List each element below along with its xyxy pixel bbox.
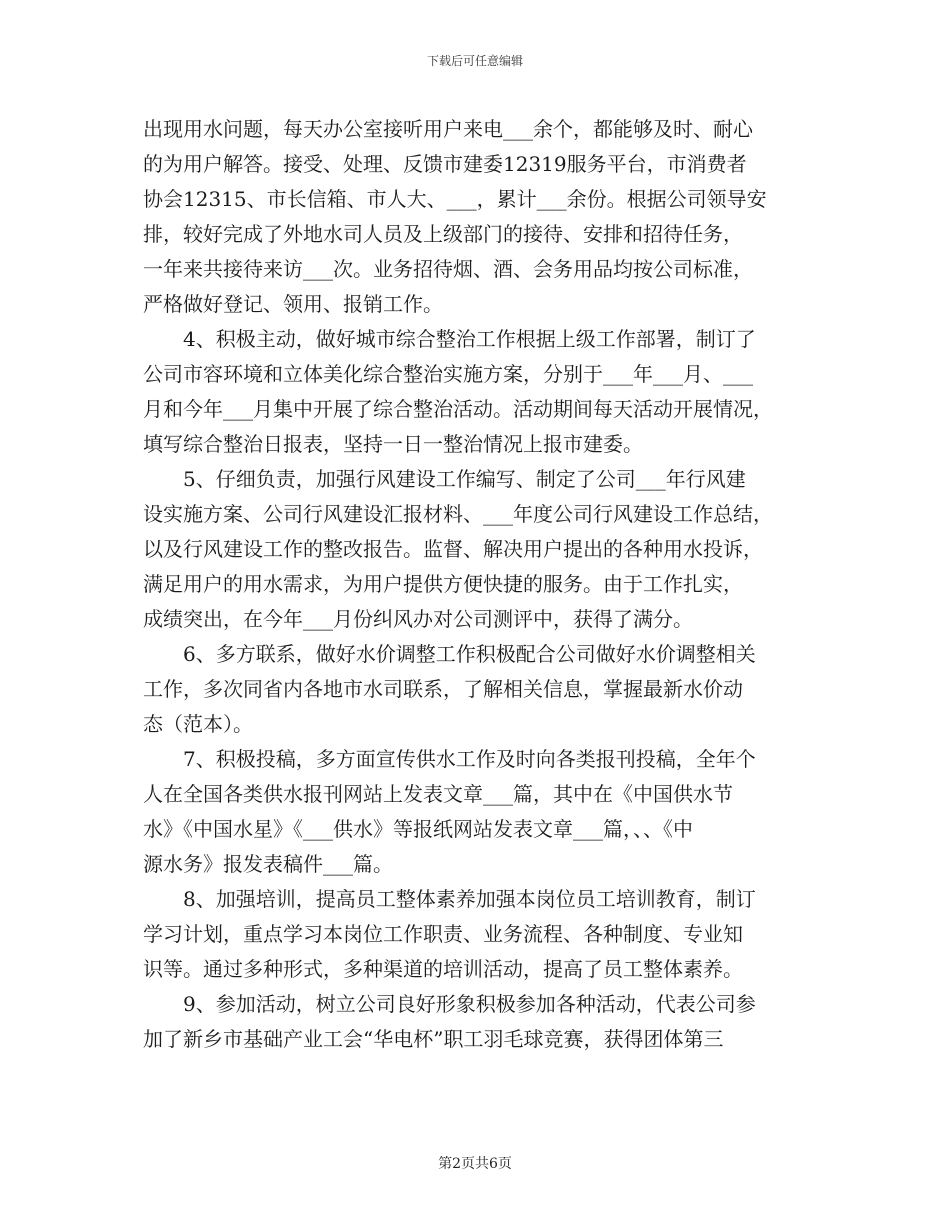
text-line: 设实施方案、公司行风建设汇报材料、___年度公司行风建设工作总结， <box>143 502 773 526</box>
text-line: 7、积极投稿，多方面宣传供水工作及时向各类报刊投稿，全年个 <box>143 747 756 771</box>
paragraph-item-9 <box>143 987 811 1057</box>
text-line: 4、积极主动，做好城市综合整治工作根据上级工作部署，制订了 <box>143 327 756 351</box>
text-line: 6、多方联系，做好水价调整工作积极配合公司做好水价调整相关 <box>143 642 756 666</box>
page-number-footer: 第2页共6页 <box>438 1156 512 1172</box>
text-line: 以及行风建设工作的整改报告。监督、解决用户提出的各种用水投诉， <box>143 537 763 561</box>
paragraph-item-4 <box>143 322 811 462</box>
text-line: 排，较好完成了外地水司人员及上级部门的接待、安排和招待任务， <box>143 222 743 246</box>
text-line: 5、仔细负责，加强行风建设工作编写、制定了公司___年行风建 <box>143 467 746 491</box>
text-line: 学习计划，重点学习本岗位工作职责、业务流程、各种制度、专业知 <box>143 922 743 946</box>
text-line: 月和今年___月集中开展了综合整治活动。活动期间每天活动开展情况， <box>143 397 773 421</box>
text-line: 8、加强培训，提高员工整体素养加强本岗位员工培训教育，制订 <box>143 887 756 911</box>
text-line: 加了新乡市基础产业工会“华电杯”职工羽毛球竞赛，获得团体第三 <box>143 1027 724 1051</box>
text-line: 公司市容环境和立体美化综合整治实施方案，分别于___年___月、___ <box>143 362 753 386</box>
text-line: 出现用水问题，每天办公室接听用户来电___余个，都能够及时、耐心 <box>143 117 753 141</box>
document-body <box>143 112 811 1057</box>
text-line: 源水务》报发表稿件___篇。 <box>143 852 393 876</box>
text-line: 工作，多次同省内各地市水司联系，了解相关信息，掌握最新水价动 <box>143 677 743 701</box>
paragraph-item-8 <box>143 882 811 987</box>
text-line: 识等。通过多种形式，多种渠道的培训活动，提高了员工整体素养。 <box>143 957 743 981</box>
page-header: 下载后可任意编辑 <box>426 54 523 68</box>
paragraph-item-7 <box>143 742 811 882</box>
paragraph-item-6 <box>143 637 811 742</box>
text-line: 人在全国各类供水报刊网站上发表文章___篇，其中在《中国供水节 <box>143 782 733 806</box>
text-line: 严格做好登记、领用、报销工作。 <box>143 292 443 316</box>
text-line: 态（范本）。 <box>143 712 253 736</box>
text-line: 成绩突出，在今年___月份纠风办对公司测评中，获得了满分。 <box>143 607 693 631</box>
paragraph-intro <box>143 112 811 322</box>
text-line: 填写综合整治日报表，坚持一日一整治情况上报市建委。 <box>143 432 643 456</box>
paragraph-item-5 <box>143 462 811 637</box>
text-line: 9、参加活动，树立公司良好形象积极参加各种活动，代表公司参 <box>143 992 756 1016</box>
text-line: 的为用户解答。接受、处理、反馈市建委12319服务平台，市消费者 <box>143 152 747 176</box>
text-line: 水》《中国水星》《___供水》等报纸网站发表文章___篇，、、《中 <box>143 817 693 841</box>
text-line: 满足用户的用水需求，为用户提供方便快捷的服务。由于工作扎实， <box>143 572 743 596</box>
text-line: 一年来共接待来访___次。业务招待烟、酒、会务用品均按公司标准， <box>143 257 753 281</box>
text-line: 协会12315、市长信箱、市人大、___，累计___余份。根据公司领导安 <box>143 187 767 211</box>
